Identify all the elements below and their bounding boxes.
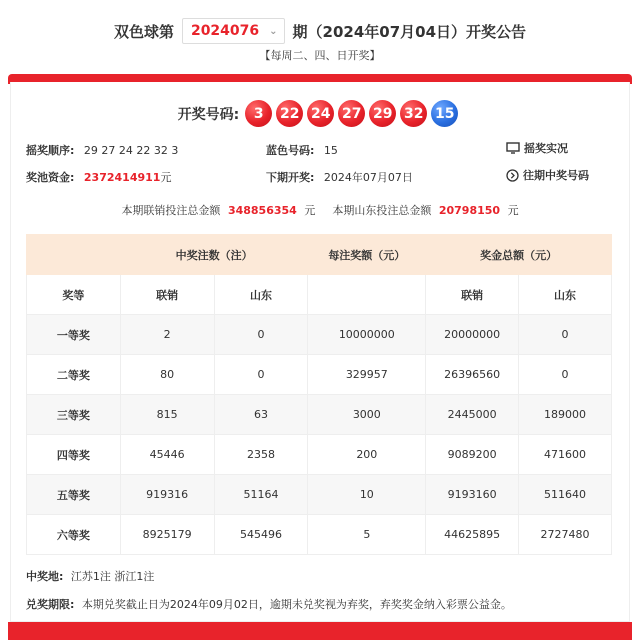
live-draw-link[interactable] bbox=[506, 140, 568, 156]
winning-regions-label: 中奖地: bbox=[26, 570, 64, 583]
panel-bottom-bar bbox=[8, 622, 632, 640]
total-shandong: 0 bbox=[519, 355, 612, 395]
winning-numbers bbox=[0, 100, 640, 127]
next-draw bbox=[266, 169, 413, 185]
winning-numbers-label: 开奖号码: bbox=[177, 106, 240, 123]
prize-level: 一等奖 bbox=[27, 315, 121, 355]
winning-regions bbox=[26, 568, 154, 584]
total-shandong: 511640 bbox=[519, 475, 612, 515]
blue-number-value: 15 bbox=[323, 144, 338, 157]
header-total-shandong: 山东 bbox=[519, 275, 612, 315]
prize-level: 二等奖 bbox=[27, 355, 121, 395]
national-sales-unit: 元 bbox=[304, 204, 316, 217]
total-shandong: 0 bbox=[519, 315, 612, 355]
red-ball: 22 bbox=[276, 100, 303, 127]
total-shandong: 471600 bbox=[519, 435, 612, 475]
red-ball: 29 bbox=[369, 100, 396, 127]
next-draw-value: 2024年07月07日 bbox=[323, 171, 413, 184]
draw-order-value: 29 27 24 22 32 3 bbox=[83, 144, 179, 157]
red-ball: 3 bbox=[245, 100, 272, 127]
total-lianxiao: 44625895 bbox=[426, 515, 519, 555]
next-draw-label: 下期开奖: bbox=[266, 171, 315, 184]
draw-schedule: 【每周二、四、日开奖】 bbox=[259, 49, 381, 62]
total-lianxiao: 20000000 bbox=[426, 315, 519, 355]
red-ball: 27 bbox=[338, 100, 365, 127]
prize-pool-value: 2372414911 bbox=[83, 171, 161, 184]
table-row bbox=[27, 315, 612, 355]
history-link[interactable] bbox=[506, 167, 589, 183]
header-winning-count: 中奖注数（注） bbox=[120, 235, 308, 275]
monitor-icon bbox=[506, 142, 520, 154]
table-row bbox=[27, 355, 612, 395]
issue-value: 2024076 bbox=[190, 23, 260, 39]
title-prefix: 双色球第 bbox=[113, 22, 174, 41]
header-total-lianxiao: 联销 bbox=[426, 275, 519, 315]
count-lianxiao: 815 bbox=[120, 395, 214, 435]
red-ball: 32 bbox=[400, 100, 427, 127]
prize-pool bbox=[26, 169, 171, 185]
draw-order-label: 摇奖顺序: bbox=[26, 144, 75, 157]
header-count-shandong: 山东 bbox=[214, 275, 308, 315]
red-ball: 24 bbox=[307, 100, 334, 127]
blue-number-label: 蓝色号码: bbox=[266, 144, 315, 157]
national-sales-value: 348856354 bbox=[227, 204, 297, 217]
header-count-lianxiao: 联销 bbox=[120, 275, 214, 315]
prize-table bbox=[26, 234, 612, 555]
count-lianxiao: 80 bbox=[120, 355, 214, 395]
total-shandong: 2727480 bbox=[519, 515, 612, 555]
count-shandong: 63 bbox=[214, 395, 308, 435]
total-lianxiao: 2445000 bbox=[426, 395, 519, 435]
count-lianxiao: 45446 bbox=[120, 435, 214, 475]
shandong-sales-unit: 元 bbox=[507, 204, 519, 217]
claim-deadline-value: 本期兑奖截止日为2024年09月02日，逾期未兑奖视为弃奖，弃奖奖金纳入彩票公益金。 bbox=[81, 598, 512, 611]
prize-level: 四等奖 bbox=[27, 435, 121, 475]
claim-deadline-label: 兑奖期限: bbox=[26, 598, 75, 611]
per-prize: 3000 bbox=[308, 395, 426, 435]
count-lianxiao: 8925179 bbox=[120, 515, 214, 555]
per-prize: 5 bbox=[308, 515, 426, 555]
count-shandong: 545496 bbox=[214, 515, 308, 555]
count-shandong: 0 bbox=[214, 355, 308, 395]
per-prize: 329957 bbox=[308, 355, 426, 395]
count-shandong: 2358 bbox=[214, 435, 308, 475]
count-shandong: 0 bbox=[214, 315, 308, 355]
header-level: 奖等 bbox=[27, 275, 121, 315]
page-title bbox=[0, 18, 640, 44]
winning-regions-value: 江苏1注 浙江1注 bbox=[70, 570, 155, 583]
draw-order bbox=[26, 142, 178, 158]
header-total-prize: 奖金总额（元） bbox=[426, 235, 612, 275]
issue-select[interactable] bbox=[182, 18, 285, 44]
header-per-prize: 每注奖额（元） bbox=[308, 235, 426, 275]
prize-pool-unit: 元 bbox=[160, 171, 172, 184]
table-row bbox=[27, 475, 612, 515]
count-lianxiao: 919316 bbox=[120, 475, 214, 515]
shandong-sales-label: 本期山东投注总金额 bbox=[332, 204, 432, 217]
blue-ball: 15 bbox=[431, 100, 458, 127]
per-prize: 10000000 bbox=[308, 315, 426, 355]
chevron-down-icon: ⌄ bbox=[269, 25, 278, 37]
title-suffix: 期（2024年07月04日）开奖公告 bbox=[292, 22, 527, 41]
claim-deadline bbox=[26, 596, 512, 612]
page-header bbox=[0, 0, 640, 70]
total-lianxiao: 9193160 bbox=[426, 475, 519, 515]
total-lianxiao: 26396560 bbox=[426, 355, 519, 395]
national-sales-label: 本期联销投注总金额 bbox=[121, 204, 221, 217]
table-row bbox=[27, 435, 612, 475]
count-shandong: 51164 bbox=[214, 475, 308, 515]
prize-level: 六等奖 bbox=[27, 515, 121, 555]
shandong-sales-value: 20798150 bbox=[438, 204, 501, 217]
table-row bbox=[27, 395, 612, 435]
prize-level: 三等奖 bbox=[27, 395, 121, 435]
prize-level: 五等奖 bbox=[27, 475, 121, 515]
per-prize: 200 bbox=[308, 435, 426, 475]
live-draw-label: 摇奖实况 bbox=[524, 142, 568, 155]
history-label: 往期中奖号码 bbox=[523, 169, 589, 182]
arrow-circle-icon bbox=[506, 169, 519, 182]
table-header-row bbox=[27, 235, 612, 275]
total-shandong: 189000 bbox=[519, 395, 612, 435]
total-lianxiao: 9089200 bbox=[426, 435, 519, 475]
table-subheader-row bbox=[27, 275, 612, 315]
sales-summary bbox=[0, 202, 640, 218]
prize-pool-label: 奖池资金: bbox=[26, 171, 75, 184]
per-prize: 10 bbox=[308, 475, 426, 515]
table-row bbox=[27, 515, 612, 555]
blue-number bbox=[266, 142, 338, 158]
count-lianxiao: 2 bbox=[120, 315, 214, 355]
